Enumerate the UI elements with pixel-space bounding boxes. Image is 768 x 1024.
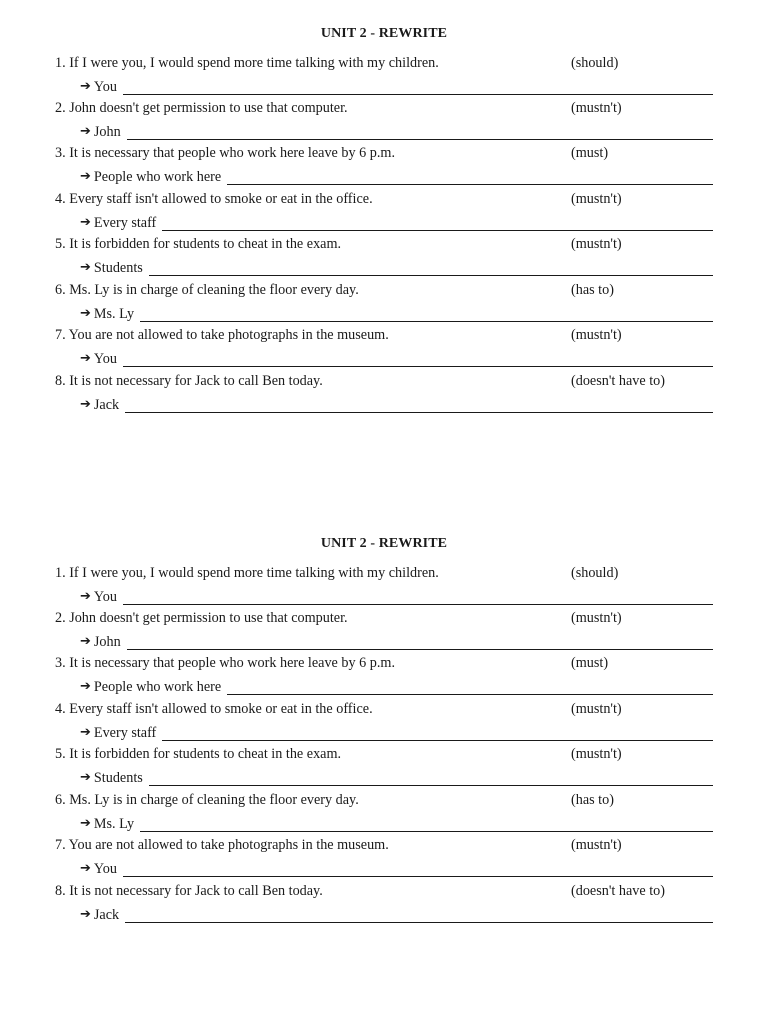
question-hint: (mustn't) <box>571 837 622 853</box>
right-arrow-icon: ➔ <box>80 589 91 604</box>
answer-line[interactable] <box>227 170 713 185</box>
answer-line[interactable] <box>127 635 713 650</box>
answer-line[interactable] <box>127 125 713 140</box>
answer-starter: Students <box>93 260 143 276</box>
question-hint: (mustn't) <box>571 746 622 762</box>
answer-row[interactable] <box>80 395 713 413</box>
question-sentence: 5. It is forbidden for students to cheat in the exam. <box>55 236 342 252</box>
question-sentence: 6. Ms. Ly is in charge of cleaning the floor every day. <box>55 282 359 298</box>
answer-line[interactable] <box>149 261 713 276</box>
answer-row[interactable] <box>80 677 713 695</box>
question-item <box>0 373 768 419</box>
right-arrow-icon: ➔ <box>80 397 91 412</box>
answer-starter: People who work here <box>93 679 222 695</box>
answer-starter: Ms. Ly <box>93 816 135 832</box>
right-arrow-icon: ➔ <box>80 79 91 94</box>
answer-starter: Ms. Ly <box>93 306 135 322</box>
right-arrow-icon: ➔ <box>80 816 91 831</box>
question-sentence: 8. It is not necessary for Jack to call Ben today. <box>55 373 323 389</box>
question-item <box>0 145 768 191</box>
answer-row[interactable] <box>80 304 713 322</box>
answer-starter: Every staff <box>93 725 157 741</box>
question-hint: (mustn't) <box>571 327 622 343</box>
right-arrow-icon: ➔ <box>80 725 91 740</box>
question-sentence: 7. You are not allowed to take photographs in the museum. <box>55 837 389 853</box>
answer-row[interactable] <box>80 258 713 276</box>
answer-starter: Jack <box>93 907 120 923</box>
question-item <box>0 610 768 656</box>
answer-line[interactable] <box>162 726 713 741</box>
answer-row[interactable] <box>80 587 713 605</box>
question-hint: (mustn't) <box>571 236 622 252</box>
answer-starter: You <box>93 589 117 605</box>
answer-line[interactable] <box>123 80 713 95</box>
answer-line[interactable] <box>140 817 713 832</box>
question-item <box>0 655 768 701</box>
question-sentence: 4. Every staff isn't allowed to smoke or eat in the office. <box>55 191 373 207</box>
question-sentence: 2. John doesn't get permission to use that computer. <box>55 610 348 626</box>
answer-row[interactable] <box>80 349 713 367</box>
question-hint: (has to) <box>571 792 614 808</box>
right-arrow-icon: ➔ <box>80 124 91 139</box>
question-hint: (must) <box>571 655 609 671</box>
answer-line[interactable] <box>123 862 713 877</box>
question-sentence: 5. It is forbidden for students to cheat in the exam. <box>55 746 342 762</box>
question-sentence: 3. It is necessary that people who work here leave by 6 p.m. <box>55 655 396 671</box>
right-arrow-icon: ➔ <box>80 351 91 366</box>
question-hint: (doesn't have to) <box>571 373 665 389</box>
answer-row[interactable] <box>80 122 713 140</box>
question-sentence: 1. If I were you, I would spend more time talking with my children. <box>55 55 439 71</box>
question-hint: (doesn't have to) <box>571 883 665 899</box>
answer-row[interactable] <box>80 814 713 832</box>
question-item <box>0 701 768 747</box>
question-hint: (should) <box>571 565 619 581</box>
answer-line[interactable] <box>123 352 713 367</box>
question-hint: (should) <box>571 55 619 71</box>
question-hint: (must) <box>571 145 609 161</box>
question-item <box>0 55 768 101</box>
question-item <box>0 746 768 792</box>
worksheet-title: UNIT 2 - REWRITE <box>320 536 448 551</box>
question-sentence: 7. You are not allowed to take photographs in the museum. <box>55 327 389 343</box>
right-arrow-icon: ➔ <box>80 861 91 876</box>
answer-row[interactable] <box>80 213 713 231</box>
answer-starter: You <box>93 861 117 877</box>
question-sentence: 2. John doesn't get permission to use that computer. <box>55 100 348 116</box>
answer-row[interactable] <box>80 167 713 185</box>
answer-row[interactable] <box>80 859 713 877</box>
answer-row[interactable] <box>80 77 713 95</box>
right-arrow-icon: ➔ <box>80 634 91 649</box>
answer-row[interactable] <box>80 905 713 923</box>
question-sentence: 6. Ms. Ly is in charge of cleaning the floor every day. <box>55 792 359 808</box>
question-sentence: 4. Every staff isn't allowed to smoke or eat in the office. <box>55 701 373 717</box>
worksheet-title: UNIT 2 - REWRITE <box>320 26 448 41</box>
answer-starter: Students <box>93 770 143 786</box>
answer-line[interactable] <box>123 590 713 605</box>
question-sentence: 1. If I were you, I would spend more time talking with my children. <box>55 565 439 581</box>
right-arrow-icon: ➔ <box>80 215 91 230</box>
right-arrow-icon: ➔ <box>80 306 91 321</box>
question-item <box>0 837 768 883</box>
right-arrow-icon: ➔ <box>80 260 91 275</box>
question-item <box>0 792 768 838</box>
question-hint: (mustn't) <box>571 610 622 626</box>
answer-starter: John <box>93 634 121 650</box>
question-hint: (mustn't) <box>571 701 622 717</box>
question-item <box>0 327 768 373</box>
answer-starter: Every staff <box>93 215 157 231</box>
question-item <box>0 282 768 328</box>
answer-starter: John <box>93 124 121 140</box>
answer-line[interactable] <box>149 771 713 786</box>
answer-row[interactable] <box>80 632 713 650</box>
answer-row[interactable] <box>80 768 713 786</box>
answer-line[interactable] <box>125 908 713 923</box>
right-arrow-icon: ➔ <box>80 907 91 922</box>
right-arrow-icon: ➔ <box>80 770 91 785</box>
question-sentence: 3. It is necessary that people who work here leave by 6 p.m. <box>55 145 396 161</box>
right-arrow-icon: ➔ <box>80 169 91 184</box>
answer-starter: You <box>93 351 117 367</box>
answer-line[interactable] <box>125 398 713 413</box>
right-arrow-icon: ➔ <box>80 679 91 694</box>
question-sentence: 8. It is not necessary for Jack to call Ben today. <box>55 883 323 899</box>
question-item <box>0 883 768 929</box>
question-item <box>0 100 768 146</box>
answer-starter: Jack <box>93 397 120 413</box>
answer-line[interactable] <box>162 216 713 231</box>
question-hint: (has to) <box>571 282 614 298</box>
question-item <box>0 236 768 282</box>
answer-row[interactable] <box>80 723 713 741</box>
question-item <box>0 191 768 237</box>
question-hint: (mustn't) <box>571 191 622 207</box>
answer-line[interactable] <box>227 680 713 695</box>
question-hint: (mustn't) <box>571 100 622 116</box>
answer-starter: People who work here <box>93 169 222 185</box>
question-item <box>0 565 768 611</box>
answer-starter: You <box>93 79 117 95</box>
answer-line[interactable] <box>140 307 713 322</box>
